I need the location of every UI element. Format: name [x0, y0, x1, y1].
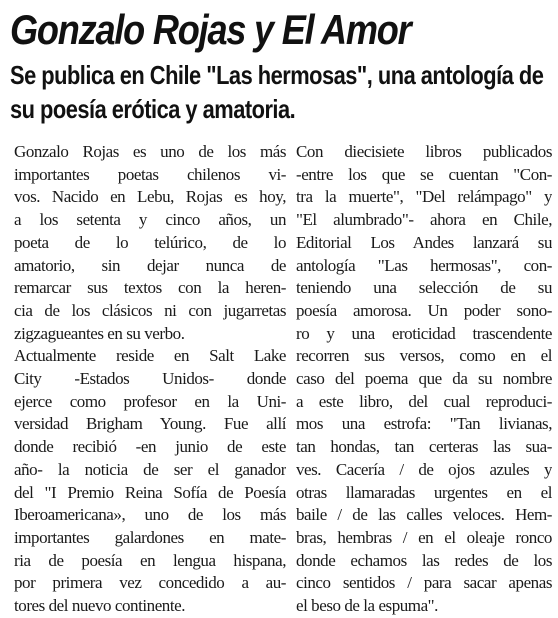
body-text-line: tra la muerte", "Del relámpago" y [296, 187, 552, 207]
body-text-line: cia de los clásicos ni con jugarretas [14, 300, 286, 320]
body-text-line: Gonzalo Rojas es uno de los más [14, 142, 286, 161]
body-text-line: ro y una eroticidad trascendente [296, 323, 552, 343]
body-text-line: a los setenta y cinco años, un [14, 210, 286, 230]
body-text-line: del "I Premio Reina Sofía de Poesía [14, 482, 286, 502]
body-text-line: a este libro, del cual reproduci- [296, 391, 552, 411]
body-text-line: importantes poetas chilenos vi- [14, 164, 286, 184]
body-text-line: otras llamaradas urgentes en el [296, 482, 552, 502]
body-text-line: -entre los que se cuentan "Con- [296, 164, 552, 184]
body-text-line: zigzagueantes en su verbo. [14, 323, 185, 343]
body-text-line: Iberoamericana», uno de los más [14, 505, 286, 525]
body-text-line: versidad Brigham Young. Fue allí [14, 414, 286, 434]
body-text-line: Actualmente reside en Salt Lake [14, 346, 286, 366]
body-text-line: donde recibió -en junio de este [14, 437, 286, 457]
body-text-line: recorren sus versos, como en el [296, 346, 552, 366]
body-text-line: antología "Las hermosas", con- [296, 255, 552, 275]
body-text-line: Editorial Los Andes lanzará su [296, 232, 552, 252]
body-text-line: el beso de la espuma". [296, 596, 438, 616]
body-text-line: Con diecisiete libros publicados [296, 142, 552, 161]
body-text-line: ejerce como profesor en la Uni- [14, 391, 286, 411]
body-text-line: tan hondas, tan certeras las sua- [296, 437, 552, 457]
body-text-line: bras, hembras / en el oleaje ronco [296, 527, 552, 547]
subheadline [10, 58, 548, 126]
body-text-line: tores del nuevo continente. [14, 596, 186, 616]
body-text-line: City -Estados Unidos- donde [14, 369, 286, 389]
body-text-line: importantes galardones en mate- [14, 527, 286, 547]
body-text-line: amatorio, sin dejar nunca de [14, 255, 286, 275]
body-text-line: poesía amorosa. Un poder sono- [296, 300, 552, 320]
body-text-line: mos una estrofa: "Tan livianas, [296, 414, 552, 434]
body-text-line: remarcar sus textos con la heren- [14, 278, 286, 298]
body-text-line: donde echamos las redes de los [296, 550, 552, 570]
article-column-left [14, 141, 286, 618]
body-text-line: cinco sentidos / para sacar apenas [296, 573, 552, 593]
body-text-line: poeta de lo telúrico, de lo [14, 232, 286, 252]
body-text-line: vos. Nacido en Lebu, Rojas es hoy, [14, 187, 286, 207]
body-text-line: teniendo una selección de su [296, 278, 552, 298]
body-text-line: caso del poema que da su nombre [296, 369, 552, 389]
subheadline-line: su poesía erótica y amatoria. [10, 94, 296, 124]
body-text-line: por primera vez concedido a au- [14, 573, 286, 593]
body-text-line: ria de poesía en lengua hispana, [14, 550, 286, 570]
body-text-line: ves. Cacería / de ojos azules y [296, 459, 552, 479]
subheadline-line: Se publica en Chile "Las hermosas", una antología de [10, 60, 544, 90]
body-text-line: año- la noticia de ser el ganador [14, 459, 286, 479]
article-column-right [296, 141, 552, 618]
body-text-line: baile / de las calles veloces. Hem- [296, 505, 552, 525]
body-text-line: "El alumbrado"- ahora en Chile, [296, 210, 552, 230]
headline: Gonzalo Rojas y El Amor [10, 6, 411, 53]
